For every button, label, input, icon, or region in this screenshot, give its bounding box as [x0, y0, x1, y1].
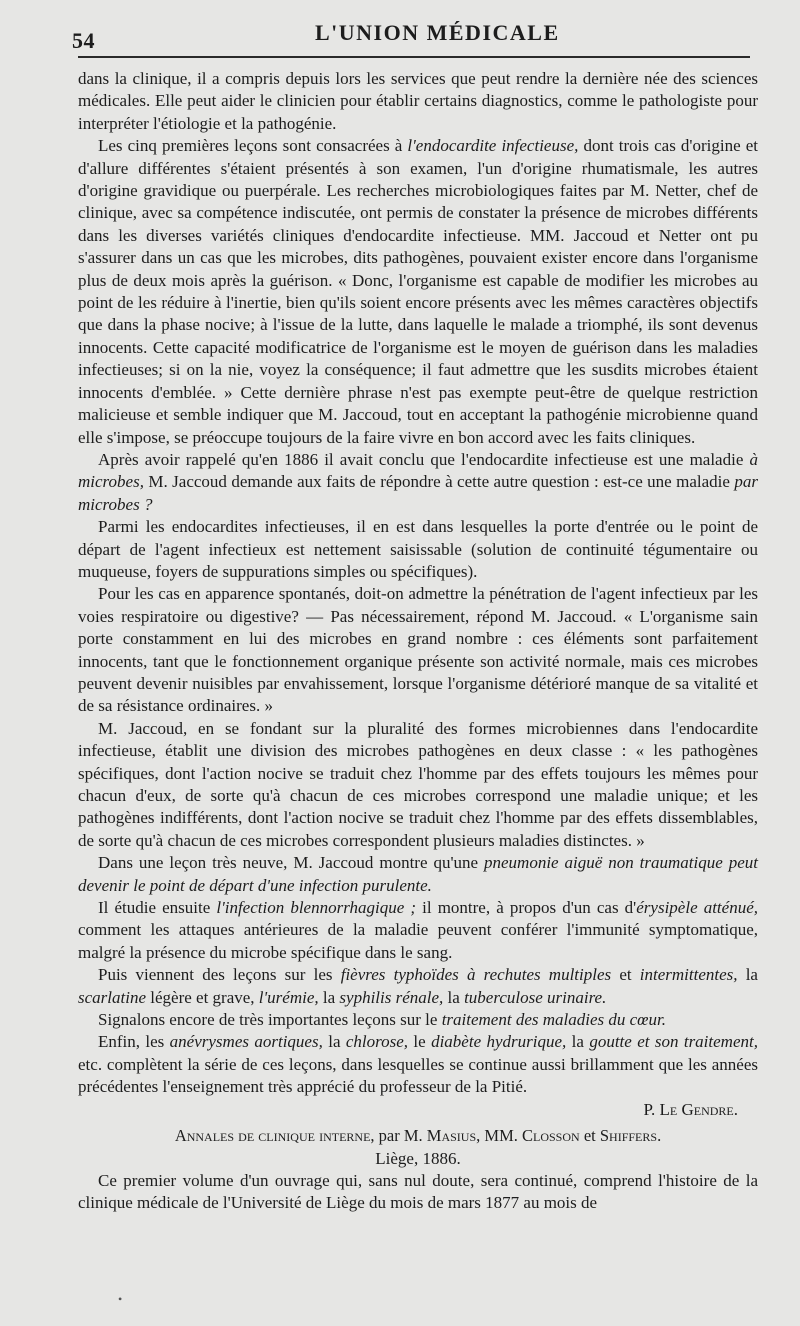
italic-run: intermittentes,	[639, 965, 738, 985]
text-run: Signalons encore de très importantes leçons sur le	[98, 1010, 442, 1030]
italic-run: par microbes ?	[78, 472, 758, 514]
paragraph	[78, 718, 758, 852]
paragraph	[78, 68, 758, 135]
paragraph	[78, 1009, 758, 1031]
text-run: Pour les cas en apparence spontanés, doit-on admettre la pénétration de l'agent infectieux par les voies respiratoire ou digestive? — Pas nécessairement, répond M. Jaccoud. « L'organisme sain porte constamment en lui des microbes en grand nombre : ces éléments sont parfaitement innocents, tant que le fonctionnement organique présente son activité normale, mais ces microbes peuvent devenir nuisibles par envahissement, lorsque l'organisme détérioré manque de sa vitalité et de sa résistance ordinaires. »	[78, 584, 758, 716]
review-author-3: Shiffers	[599, 1126, 658, 1146]
text-run: Après avoir rappelé qu'en 1886 il avait conclu que l'endocardite infectieuse est une maladie	[98, 449, 750, 469]
review-authors-end: .	[657, 1126, 662, 1146]
italic-run: érysipèle atténué,	[636, 898, 758, 918]
text-run: il montre, à propos d'un cas d'	[416, 898, 637, 918]
page-header	[70, 14, 750, 54]
text-run: la	[318, 987, 340, 1007]
text-run: dont trois cas d'origine et d'allure différentes s'étaient présentés à son examen, l'un d'origine rhumatismale, les autres d'origine gravidique ou puerpérale. Les recherches microbiologiques faites par M. Netter, chef de clinique, avec sa compétence indiscutée, ont permis de constater la présence de microbes différents dans les diverses variétés cliniques d'endocardite infectieuse. MM. Jaccoud et Netter ont pu s'assurer dans un cas que les microbes, dits pathogènes, pouvaient exister encore dans l'organisme plus de deux mois après la guérison. « Donc, l'organisme est capable de modifier les microbes au point de les réduire à l'inertie, bien qu'ils soient encore présents avec les mêmes caractères objectifs que dans la phase nocive; à l'issue de la lutte, dans laquelle le malade a triomphé, ils sont devenus innocents. Cette capacité modificatrice de l'organisme est le moyen de guérison dans les maladies infectieuses; si on la nie, voyez la conséquence; il faut admettre que les susdits microbes étaient innocents d'emblée. » Cette dernière phrase n'est pas exempte peut-être de quelque restriction malicieuse et semble indiquer que M. Jaccoud, tout en acceptant la pathogénie microbienne quand elle s'impose, se préoccupe toujours de la faire vivre en bon accord avec les faits cliniques.	[78, 136, 758, 447]
review-authors-prefix: , par M.	[370, 1126, 427, 1146]
text-run: Enfin, les	[98, 1032, 170, 1052]
italic-run: l'endocardite infectieuse,	[407, 136, 579, 156]
paragraph	[78, 135, 758, 449]
text-run: légère et grave,	[146, 987, 259, 1007]
italic-run: diabète hydrurique,	[431, 1032, 567, 1052]
text-run: M. Jaccoud demande aux faits de répondre à cette autre question : est-ce une maladie	[143, 472, 735, 492]
text-run: Il étudie ensuite	[98, 898, 217, 918]
paragraph	[78, 852, 758, 897]
italic-run: tuberculose urinaire.	[464, 987, 607, 1007]
italic-run: fièvres typhoïdes à rechutes multiples	[340, 965, 612, 985]
text-run: le	[408, 1032, 432, 1052]
paragraph	[78, 516, 758, 583]
paragraph	[78, 1031, 758, 1098]
review-place-date: Liège, 1886.	[375, 1148, 461, 1168]
text-run: la	[737, 965, 758, 985]
review-author-2: Closson	[522, 1126, 580, 1146]
text-run: M. Jaccoud, en se fondant sur la pluralité des formes microbiennes dans l'endocardite infectieuse, établit une division des microbes pathogènes en deux classe : « les pathogènes spécifiques, dont l'action nocive se traduit chez l'homme par des effets toujours les mêmes pour chacun d'eux, de sorte qu'à chacun de ces microbes correspond une maladie unique; et les pathogènes indifférents, dont l'action nocive se traduit chez l'homme par des effets dissemblables, de sorte qu'à chacun de ces microbes correspondent plusieurs maladies distinctes. »	[78, 718, 758, 850]
review-body: Ce premier volume d'un ouvrage qui, sans nul doute, sera continué, comprend l'histoire de la clinique médicale de l'Université de Liège du mois de mars 1877 au mois de	[78, 1170, 758, 1213]
italic-run: anévrysmes aortiques,	[169, 1032, 323, 1052]
header-rule	[78, 56, 750, 58]
text-run: Dans une leçon très neuve, M. Jaccoud montre qu'une	[98, 853, 484, 873]
italic-run: chlorose,	[345, 1032, 409, 1052]
article-body	[78, 68, 758, 1215]
paragraph	[78, 964, 758, 1009]
italic-run: scarlatine	[78, 987, 146, 1007]
italic-run: l'infection blennorrhagique ;	[216, 898, 417, 918]
text-run: Parmi les endocardites infectieuses, il en est dans lesquelles la porte d'entrée ou le point de départ de l'agent infectieux est nettement saisissable (solution de continuité tégumentaire ou muqueuse, foyers de suppurations simples ou spécifiques).	[78, 517, 758, 581]
review-authors-mid: , MM.	[476, 1126, 522, 1146]
text-run: la	[322, 1032, 346, 1052]
text-run: etc. complètent la série de ces leçons, dans lesquelles se continue aussi brillamment que les années précédentes l'enseignement très apprécié du professeur de la Pitié.	[78, 1054, 758, 1097]
signature-text: P. Le Gendre.	[643, 1099, 738, 1119]
page-number: 54	[72, 28, 95, 53]
author-signature	[78, 1099, 758, 1121]
italic-run: goutte et son traitement,	[589, 1032, 758, 1052]
italic-run: l'urémie,	[258, 987, 319, 1007]
review-authors-and: et	[579, 1126, 600, 1146]
footer-mark: •	[118, 1292, 123, 1306]
italic-run: syphilis rénale,	[339, 987, 444, 1007]
text-run: dans la clinique, il a compris depuis lors les services que peut rendre la dernière née des sciences médicales. Elle peut aider le clinicien pour établir certains diagnostics, comme le pathologiste pour interpréter l'étiologie et la pathogénie.	[78, 69, 758, 133]
article-paragraphs	[78, 68, 758, 1099]
text-run: la	[566, 1032, 590, 1052]
paragraph	[78, 583, 758, 717]
italic-run: pneumonie aiguë non traumatique peut devenir le point de départ d'une infection purulente.	[78, 853, 758, 895]
text-run: et	[611, 965, 640, 985]
text-run: Puis viennent des leçons sur les	[98, 965, 341, 985]
text-run: Les cinq premières leçons sont consacrées à	[98, 136, 408, 156]
paragraph	[78, 897, 758, 964]
text-run: comment les attaques antérieures de la maladie peuvent conférer l'immunité symptomatique, malgré la présence du microbe spécifique dans le sang.	[78, 920, 758, 962]
review-heading	[78, 1125, 758, 1147]
italic-run: traitement des maladies du cœur.	[441, 1010, 666, 1030]
running-title: L'UNION MÉDICALE	[315, 20, 560, 45]
review-title: Annales de clinique interne	[174, 1126, 371, 1146]
text-run: la	[443, 987, 465, 1007]
review-author-1: Masius	[426, 1126, 477, 1146]
italic-run: à microbes,	[78, 449, 758, 492]
paragraph	[78, 449, 758, 516]
